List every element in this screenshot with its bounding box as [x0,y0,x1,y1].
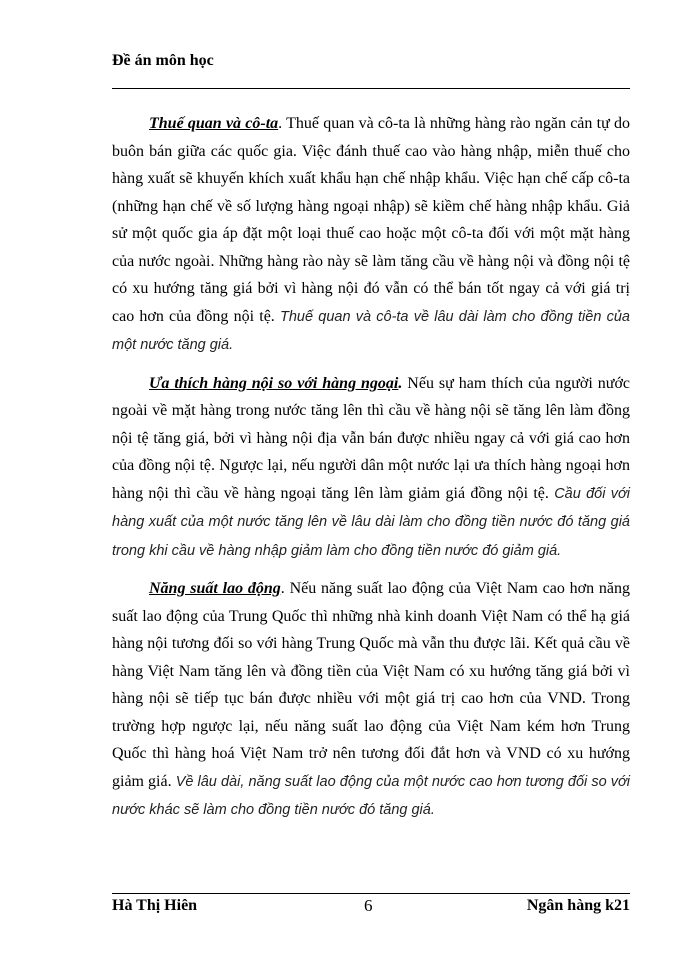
footer-author: Hà Thị Hiên [112,897,198,914]
paragraph-text: Nếu sự ham thích của người nước ngoài về mặt hàng trong nước tăng lên thì cầu về hàng nội sẽ tăng lên làm đồng nội tệ tăng giá, bởi vì hàng nội địa vẫn bán được nhiều ngay cả với giá cao hơn của đồng nội tệ. Ngược lại, nếu người dân một nước lại ưa thích hàng ngoại hơn hàng nội thì cầu về hàng ngoại tăng lên làm giảm giá đồng nội tệ. [112,374,631,502]
page-header-title: Đề án môn học [112,52,214,69]
paragraph-labor-productivity [112,575,630,825]
header-divider [112,88,630,89]
page-number: 6 [364,896,373,915]
paragraph-text: Thuế quan và cô-ta là những hàng rào ngăn cản tự do buôn bán giữa các quốc gia. Việc đánh thuế cao vào hàng nhập, miễn thuế cho hàng xuất sẽ khuyến khích xuất khẩu hạn chế nhập khẩu. Việc hạn chế cấp cô-ta (những hạn chế về số lượng hàng ngoại nhập) sẽ kiềm chế hàng nhập khẩu. Giả sử một quốc gia áp đặt một loại thuế cao hoặc một cô-ta đối với một mặt hàng của nước ngoài. Những hàng rào này sẽ làm tăng cầu về hàng nội và đồng nội tệ có xu hướng tăng giá bởi vì hàng nội đó vẫn có thể bán tốt ngay cả với giá trị cao hơn của đồng nội tệ. [112,115,630,325]
paragraph-conclusion: Thuế quan và cô-ta về lâu dài làm cho đồng tiền của một nước tăng giá. [112,308,630,353]
heading-punct: . [280,580,285,597]
paragraph-text: Nếu năng suất lao động của Việt Nam cao hơn năng suất lao động của Trung Quốc thì những nhà kinh doanh Việt Nam có thể hạ giá hàng nội tương đối so với hàng Trung Quốc mà vẫn thu được lãi. Kết quả cầu về hàng Việt Nam tăng lên và đồng tiền của Việt Nam có xu hướng tăng giá bởi vì hàng nội sẽ tiếp tục bán được nhiều với một giá trị cao hơn của VND. Trong trường hợp ngược lại, nếu năng suất lao động của Việt Nam kém hơn Trung Quốc thì hàng hoá Việt Nam trở nên tương đối đắt hơn và VND có xu hướng giảm giá. [112,580,630,790]
heading-punct: . [398,374,403,392]
paragraph-heading: Ưa thích hàng nội so với hàng ngoại [149,374,399,392]
paragraph-heading: Năng suất lao động [149,580,281,597]
page-footer [112,897,630,917]
paragraph-heading: Thuế quan và cô-ta [149,115,279,132]
paragraph-domestic-preference [112,370,630,566]
footer-divider [112,893,630,894]
heading-punct: . [278,115,283,132]
paragraph-conclusion: Về lâu dài, năng suất lao động của một nước cao hơn tương đối so với nước khác sẽ làm cho đồng tiền nước đó tăng giá. [112,773,630,818]
footer-course: Ngân hàng k21 [526,897,630,914]
paragraph-conclusion: Cầu đối với hàng xuất của một nước tăng lên về lâu dài làm cho đồng tiền nước đó tăng giá trong khi cầu về hàng nhập giảm làm cho đồng tiền nước đó giảm giá. [112,485,630,559]
document-body [112,110,630,835]
paragraph-tariffs-quotas [112,110,630,360]
